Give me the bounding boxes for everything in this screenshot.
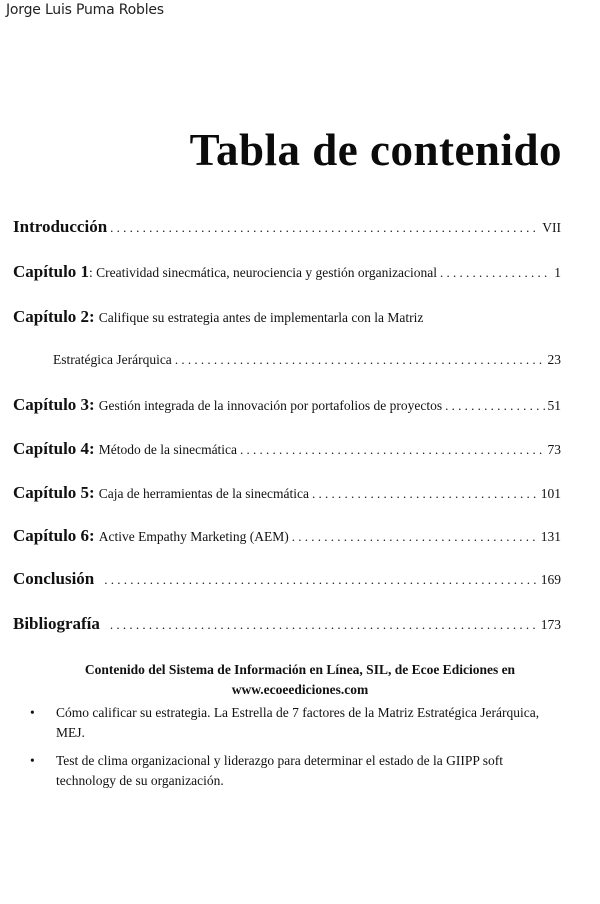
toc-entry-description: Método de la sinecmática [98, 442, 238, 457]
toc-leader-dots [110, 617, 538, 633]
toc-leader-dots [175, 352, 545, 368]
toc-entry-capitulo-3 [13, 395, 561, 415]
toc-page-number: VII [542, 220, 561, 235]
bullet-marker: • [30, 705, 35, 720]
toc-entry-introduccion [13, 217, 561, 237]
toc-page-number: 101 [540, 486, 561, 501]
toc-entry-description: Caja de herramientas de la sinecmática [98, 486, 309, 501]
toc-entry-capitulo-5 [13, 483, 561, 503]
toc-entry-heading: Bibliografía [13, 614, 100, 633]
sil-content-list [30, 703, 560, 799]
sil-heading-line: Contenido del Sistema de Información en Línea, SIL, de Ecoe Ediciones en [84, 662, 516, 677]
toc-entry-heading: Capítulo 2: [13, 307, 95, 326]
toc-page-number: 73 [547, 442, 561, 457]
toc-page-number: 173 [540, 617, 561, 632]
list-item-text: Test de clima organizacional y liderazgo para determinar el estado de la GIIPP soft technology de su organización. [56, 753, 504, 788]
page-title: Tabla de contenido [189, 125, 562, 175]
toc-entry-capitulo-4 [13, 439, 561, 459]
toc-page-number: 23 [547, 352, 561, 367]
toc-entry-heading: Capítulo 1 [13, 262, 90, 281]
bullet-marker: • [30, 753, 35, 768]
toc-entry-heading: Capítulo 3: [13, 395, 95, 414]
toc-page-number: 51 [547, 398, 561, 413]
toc-entry-bibliografia [13, 614, 561, 634]
list-item-text: Cómo calificar su estrategia. La Estrella de 7 factores de la Matriz Estratégica Jerárquica, MEJ. [56, 705, 540, 740]
toc-page-number: 169 [540, 572, 561, 587]
toc-entry-heading: Capítulo 6: [13, 526, 95, 545]
list-item [30, 751, 560, 791]
toc-entry-description: Estratégica Jerárquica [53, 352, 172, 367]
toc-entry-heading: Introducción [13, 217, 108, 236]
toc-entry-capitulo-6 [13, 526, 561, 546]
list-item [30, 703, 560, 743]
toc-leader-dots [445, 398, 544, 414]
toc-leader-dots [312, 486, 538, 502]
toc-leader-dots [440, 265, 551, 281]
sil-heading [0, 660, 600, 700]
toc-entry-description: Gestión integrada de la innovación por portafolios de proyectos [98, 398, 443, 413]
toc-page-number: 131 [540, 529, 561, 544]
toc-entry-conclusion [13, 569, 561, 589]
toc-entry-heading: Capítulo 4: [13, 439, 95, 458]
toc-entry-capitulo-1 [13, 262, 561, 282]
toc-entry-description: Active Empathy Marketing (AEM) [98, 529, 289, 544]
toc-entry-heading: Conclusión [13, 569, 95, 588]
toc-entry-capitulo-2 [13, 307, 561, 327]
toc-entry-description: : Creatividad sinecmática, neurociencia y gestión organizacional [89, 265, 438, 280]
toc-page-number: 1 [554, 265, 561, 280]
toc-leader-dots [110, 220, 539, 236]
running-header-author: Jorge Luis Puma Robles [6, 2, 164, 18]
toc-entry-heading: Capítulo 5: [13, 483, 95, 502]
toc-leader-dots [104, 572, 538, 588]
toc-leader-dots [240, 442, 544, 458]
toc-leader-dots [292, 529, 538, 545]
toc-entry-description: Califique su estrategia antes de implementarla con la Matriz [98, 310, 424, 325]
toc-entry-capitulo-2-continued [53, 352, 561, 368]
sil-website: www.ecoeediciones.com [231, 682, 369, 697]
